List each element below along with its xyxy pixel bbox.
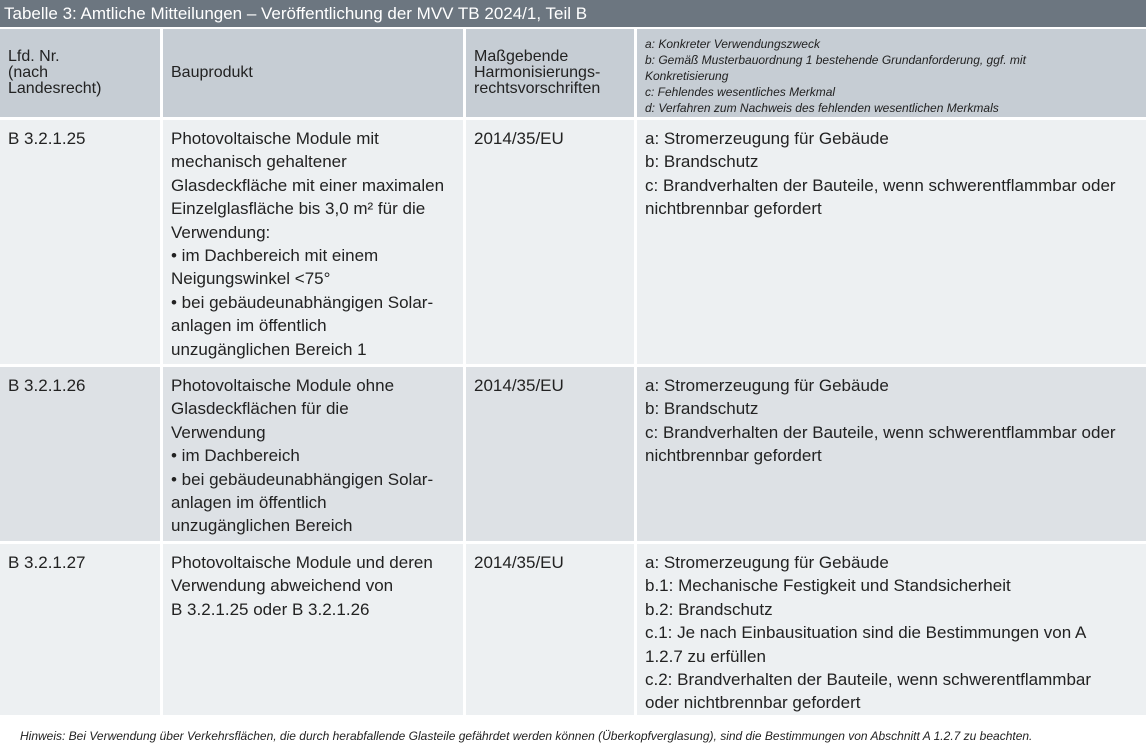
legend-line: b: Gemäß Musterbauordnung 1 bestehende Grundanforderung, ggf. mit bbox=[645, 53, 1026, 67]
header-lfd-nr bbox=[0, 29, 163, 120]
cell-details bbox=[637, 120, 1146, 367]
product-line: Glasdeckfläche mit einer maximalen bbox=[171, 175, 445, 195]
product-line: B 3.2.1.25 oder B 3.2.1.26 bbox=[171, 599, 370, 619]
cell-regulation bbox=[466, 120, 637, 367]
legend-line: a: Konkreter Verwendungszweck bbox=[645, 37, 820, 51]
product-line: • im Dachbereich mit einem bbox=[171, 246, 379, 266]
header-lfd-nr-line: Lfd. Nr. bbox=[8, 48, 60, 65]
row-nr: B 3.2.1.27 bbox=[8, 553, 86, 572]
product-line: Photovoltaische Module und deren bbox=[171, 553, 433, 572]
details-line: a: Stromerzeugung für Gebäude bbox=[645, 129, 889, 148]
details-line: c.1: Je nach Einbausituation sind die Bestimmungen von A bbox=[645, 623, 1087, 643]
cell-product bbox=[163, 544, 466, 718]
header-lfd-nr-line: Landesrecht) bbox=[8, 80, 102, 97]
product-line: Einzelglasfläche bis 3,0 m² für die bbox=[171, 199, 426, 219]
header-harmonisierung bbox=[466, 29, 637, 120]
details-line: nichtbrennbar gefordert bbox=[645, 199, 822, 219]
details-line: b: Brandschutz bbox=[645, 399, 759, 419]
details-line: c.2: Brandverhalten der Bauteile, wenn schwerentflammbar bbox=[645, 670, 1092, 690]
table-header-row bbox=[0, 29, 1146, 120]
table-row bbox=[0, 120, 1146, 367]
regulation-value: 2014/35/EU bbox=[474, 129, 564, 148]
legend-line: Konkretisierung bbox=[645, 69, 729, 83]
product-line: mechanisch gehaltener bbox=[171, 152, 347, 172]
product-line: Verwendung abweichend von bbox=[171, 576, 394, 596]
product-line: • bei gebäudeunabhängigen Solar- bbox=[171, 292, 434, 312]
cell-regulation bbox=[466, 367, 637, 544]
details-line: c: Brandverhalten der Bauteile, wenn schwerentflammbar oder bbox=[645, 175, 1116, 195]
details-line: oder nichtbrennbar gefordert bbox=[645, 693, 861, 713]
product-line: Verwendung bbox=[171, 422, 266, 442]
product-line: unzugänglichen Bereich bbox=[171, 516, 353, 536]
table-title: Tabelle 3: Amtliche Mitteilungen – Veröffentlichung der MVV TB 2024/1, Teil B bbox=[0, 0, 1146, 27]
cell-regulation bbox=[466, 544, 637, 718]
header-bauprodukt bbox=[163, 29, 466, 120]
product-line: Neigungswinkel <75° bbox=[171, 269, 331, 289]
product-line: Photovoltaische Module mit bbox=[171, 129, 379, 148]
cell-product bbox=[163, 120, 466, 367]
cell-details bbox=[637, 367, 1146, 544]
product-line: anlagen im öffentlich bbox=[171, 493, 327, 513]
product-line: Photovoltaische Module ohne bbox=[171, 376, 395, 395]
details-line: c: Brandverhalten der Bauteile, wenn schwerentflammbar oder bbox=[645, 422, 1116, 442]
footnote: Hinweis: Bei Verwendung über Verkehrsflächen, die durch herabfallende Glasteile gefährdet werden können (Überkopfverglasung), sind die Bestimmungen von Abschnitt A 1.2.7 zu beachten. bbox=[20, 729, 1033, 743]
product-line: • bei gebäudeunabhängigen Solar- bbox=[171, 469, 434, 489]
details-line: nichtbrennbar gefordert bbox=[645, 446, 822, 466]
header-harmonisierung-line: Harmonisierungs- bbox=[474, 64, 601, 81]
header-harmonisierung-line: rechtsvorschriften bbox=[474, 80, 601, 97]
header-legend bbox=[637, 29, 1146, 120]
header-bauprodukt-label: Bauprodukt bbox=[171, 64, 253, 81]
cell-product bbox=[163, 367, 466, 544]
product-line: • im Dachbereich bbox=[171, 446, 300, 466]
cell-details bbox=[637, 544, 1146, 718]
row-nr: B 3.2.1.26 bbox=[8, 376, 86, 395]
product-line: unzugänglichen Bereich 1 bbox=[171, 339, 367, 359]
details-line: b: Brandschutz bbox=[645, 152, 759, 172]
details-line: 1.2.7 zu erfüllen bbox=[645, 646, 766, 666]
regulation-table bbox=[0, 29, 1146, 718]
details-line: a: Stromerzeugung für Gebäude bbox=[645, 376, 889, 395]
details-line: b.1: Mechanische Festigkeit und Standsicherheit bbox=[645, 576, 1011, 596]
product-line: Glasdeckflächen für die bbox=[171, 399, 349, 419]
row-nr: B 3.2.1.25 bbox=[8, 129, 86, 148]
legend-line: c: Fehlendes wesentliches Merkmal bbox=[645, 85, 836, 99]
header-harmonisierung-line: Maßgebende bbox=[474, 48, 569, 65]
legend-line: d: Verfahren zum Nachweis des fehlenden wesentlichen Merkmals bbox=[645, 101, 999, 115]
details-line: b.2: Brandschutz bbox=[645, 599, 773, 619]
table-row bbox=[0, 367, 1146, 544]
details-line: a: Stromerzeugung für Gebäude bbox=[645, 553, 889, 572]
product-line: anlagen im öffentlich bbox=[171, 316, 327, 336]
cell-nr bbox=[0, 367, 163, 544]
cell-nr bbox=[0, 544, 163, 718]
product-line: Verwendung: bbox=[171, 222, 271, 242]
cell-nr bbox=[0, 120, 163, 367]
regulation-value: 2014/35/EU bbox=[474, 553, 564, 572]
regulation-value: 2014/35/EU bbox=[474, 376, 564, 395]
table-row bbox=[0, 544, 1146, 718]
header-lfd-nr-line: (nach bbox=[8, 64, 49, 81]
